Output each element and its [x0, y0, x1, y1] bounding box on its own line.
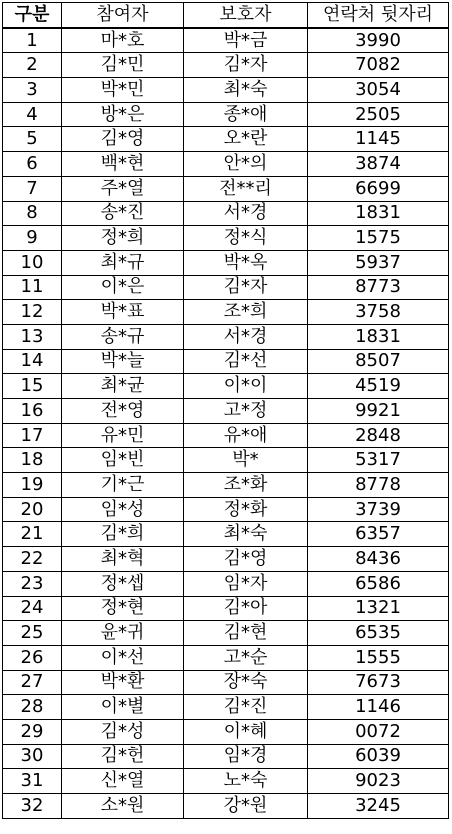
- phone-suffix: 2505: [308, 102, 449, 127]
- phone-suffix: 4519: [308, 374, 449, 399]
- guardian-name: 김*현: [184, 621, 308, 646]
- row-number: 21: [3, 522, 62, 547]
- phone-suffix: 1575: [308, 226, 449, 251]
- table-row: [3, 152, 449, 177]
- guardian-name: 김*자: [184, 275, 308, 300]
- table-row: [3, 448, 449, 473]
- participant-name: 임*빈: [62, 448, 184, 473]
- participant-name: 소*원: [62, 794, 184, 819]
- row-number: 16: [3, 399, 62, 424]
- phone-suffix: 1555: [308, 645, 449, 670]
- participant-name: 임*성: [62, 497, 184, 522]
- participant-name: 방*은: [62, 102, 184, 127]
- phone-suffix: 3874: [308, 152, 449, 177]
- phone-suffix: 3054: [308, 78, 449, 103]
- guardian-name: 김*영: [184, 547, 308, 572]
- guardian-name: 유*애: [184, 423, 308, 448]
- row-number: 11: [3, 275, 62, 300]
- participant-name: 김*헌: [62, 744, 184, 769]
- participant-name: 박*늘: [62, 349, 184, 374]
- participant-name: 김*희: [62, 522, 184, 547]
- participant-name: 박*환: [62, 670, 184, 695]
- guardian-name: 정*화: [184, 497, 308, 522]
- row-number: 29: [3, 719, 62, 744]
- table-row: [3, 127, 449, 152]
- guardian-name: 이*혜: [184, 719, 308, 744]
- table-row: [3, 596, 449, 621]
- participant-name: 유*민: [62, 423, 184, 448]
- participant-name: 송*진: [62, 201, 184, 226]
- guardian-name: 임*자: [184, 571, 308, 596]
- guardian-name: 안*의: [184, 152, 308, 177]
- table-row: [3, 670, 449, 695]
- row-number: 25: [3, 621, 62, 646]
- row-number: 13: [3, 324, 62, 349]
- row-number: 30: [3, 744, 62, 769]
- header-number: 구분: [3, 3, 62, 28]
- participant-name: 이*은: [62, 275, 184, 300]
- participant-name: 윤*귀: [62, 621, 184, 646]
- participant-name: 최*규: [62, 250, 184, 275]
- participant-name: 박*민: [62, 78, 184, 103]
- row-number: 9: [3, 226, 62, 251]
- phone-suffix: 5937: [308, 250, 449, 275]
- table-row: [3, 374, 449, 399]
- guardian-name: 김*선: [184, 349, 308, 374]
- phone-suffix: 5317: [308, 448, 449, 473]
- table-body: [3, 28, 449, 819]
- participant-name: 이*별: [62, 695, 184, 720]
- table-row: [3, 769, 449, 794]
- table-row: [3, 423, 449, 448]
- participant-name: 기*근: [62, 473, 184, 498]
- header-row: [3, 3, 449, 28]
- row-number: 2: [3, 53, 62, 78]
- guardian-name: 김*자: [184, 53, 308, 78]
- row-number: 15: [3, 374, 62, 399]
- phone-suffix: 1321: [308, 596, 449, 621]
- table-row: [3, 53, 449, 78]
- table-row: [3, 744, 449, 769]
- header-guardian: 보호자: [184, 3, 308, 28]
- phone-suffix: 3245: [308, 794, 449, 819]
- table-row: [3, 621, 449, 646]
- table-row: [3, 547, 449, 572]
- table-row: [3, 201, 449, 226]
- table-row: [3, 275, 449, 300]
- guardian-name: 노*숙: [184, 769, 308, 794]
- guardian-name: 조*희: [184, 300, 308, 325]
- table-row: [3, 102, 449, 127]
- participant-name: 김*성: [62, 719, 184, 744]
- table-row: [3, 78, 449, 103]
- phone-suffix: 2848: [308, 423, 449, 448]
- participant-name: 박*표: [62, 300, 184, 325]
- table-row: [3, 695, 449, 720]
- row-number: 26: [3, 645, 62, 670]
- participant-name: 마*호: [62, 28, 184, 53]
- participant-name: 송*규: [62, 324, 184, 349]
- row-number: 3: [3, 78, 62, 103]
- table-row: [3, 719, 449, 744]
- row-number: 19: [3, 473, 62, 498]
- table-row: [3, 794, 449, 819]
- guardian-name: 고*순: [184, 645, 308, 670]
- participant-name: 김*민: [62, 53, 184, 78]
- guardian-name: 박*금: [184, 28, 308, 53]
- phone-suffix: 6535: [308, 621, 449, 646]
- row-number: 32: [3, 794, 62, 819]
- table-row: [3, 473, 449, 498]
- guardian-name: 서*경: [184, 324, 308, 349]
- phone-suffix: 1831: [308, 324, 449, 349]
- table-row: [3, 645, 449, 670]
- phone-suffix: 9921: [308, 399, 449, 424]
- participant-name: 정*희: [62, 226, 184, 251]
- row-number: 6: [3, 152, 62, 177]
- row-number: 4: [3, 102, 62, 127]
- phone-suffix: 1146: [308, 695, 449, 720]
- guardian-name: 서*경: [184, 201, 308, 226]
- guardian-name: 이*이: [184, 374, 308, 399]
- participant-name: 신*열: [62, 769, 184, 794]
- phone-suffix: 6586: [308, 571, 449, 596]
- row-number: 1: [3, 28, 62, 53]
- participant-name: 김*영: [62, 127, 184, 152]
- guardian-name: 김*진: [184, 695, 308, 720]
- table-row: [3, 349, 449, 374]
- row-number: 22: [3, 547, 62, 572]
- participant-name: 최*혁: [62, 547, 184, 572]
- phone-suffix: 8778: [308, 473, 449, 498]
- guardian-name: 강*원: [184, 794, 308, 819]
- row-number: 14: [3, 349, 62, 374]
- participant-name: 최*균: [62, 374, 184, 399]
- participant-name: 정*셉: [62, 571, 184, 596]
- phone-suffix: 1831: [308, 201, 449, 226]
- phone-suffix: 8773: [308, 275, 449, 300]
- guardian-name: 정*식: [184, 226, 308, 251]
- row-number: 31: [3, 769, 62, 794]
- phone-suffix: 7082: [308, 53, 449, 78]
- row-number: 12: [3, 300, 62, 325]
- header-participant: 참여자: [62, 3, 184, 28]
- phone-suffix: 8507: [308, 349, 449, 374]
- row-number: 28: [3, 695, 62, 720]
- phone-suffix: 8436: [308, 547, 449, 572]
- table-row: [3, 571, 449, 596]
- table-row: [3, 300, 449, 325]
- guardian-name: 임*경: [184, 744, 308, 769]
- row-number: 10: [3, 250, 62, 275]
- row-number: 17: [3, 423, 62, 448]
- table-row: [3, 250, 449, 275]
- row-number: 5: [3, 127, 62, 152]
- phone-suffix: 6357: [308, 522, 449, 547]
- guardian-name: 김*아: [184, 596, 308, 621]
- phone-suffix: 6699: [308, 176, 449, 201]
- phone-suffix: 7673: [308, 670, 449, 695]
- guardian-name: 박*: [184, 448, 308, 473]
- guardian-name: 박*옥: [184, 250, 308, 275]
- table-row: [3, 522, 449, 547]
- guardian-name: 고*정: [184, 399, 308, 424]
- row-number: 23: [3, 571, 62, 596]
- participant-name: 전*영: [62, 399, 184, 424]
- phone-suffix: 9023: [308, 769, 449, 794]
- guardian-name: 조*화: [184, 473, 308, 498]
- participant-table: [2, 2, 449, 819]
- guardian-name: 최*숙: [184, 78, 308, 103]
- guardian-name: 종*애: [184, 102, 308, 127]
- table-row: [3, 399, 449, 424]
- row-number: 8: [3, 201, 62, 226]
- participant-name: 이*선: [62, 645, 184, 670]
- guardian-name: 오*란: [184, 127, 308, 152]
- guardian-name: 최*숙: [184, 522, 308, 547]
- table-row: [3, 324, 449, 349]
- phone-suffix: 1145: [308, 127, 449, 152]
- participant-name: 백*현: [62, 152, 184, 177]
- row-number: 20: [3, 497, 62, 522]
- row-number: 24: [3, 596, 62, 621]
- participant-name: 주*열: [62, 176, 184, 201]
- header-phone: 연락처 뒷자리: [308, 3, 449, 28]
- table-row: [3, 176, 449, 201]
- guardian-name: 장*숙: [184, 670, 308, 695]
- participant-name: 정*현: [62, 596, 184, 621]
- phone-suffix: 0072: [308, 719, 449, 744]
- table-row: [3, 226, 449, 251]
- row-number: 18: [3, 448, 62, 473]
- phone-suffix: 3758: [308, 300, 449, 325]
- phone-suffix: 3990: [308, 28, 449, 53]
- phone-suffix: 3739: [308, 497, 449, 522]
- phone-suffix: 6039: [308, 744, 449, 769]
- table-row: [3, 497, 449, 522]
- table-row: [3, 28, 449, 53]
- guardian-name: 전**리: [184, 176, 308, 201]
- row-number: 7: [3, 176, 62, 201]
- row-number: 27: [3, 670, 62, 695]
